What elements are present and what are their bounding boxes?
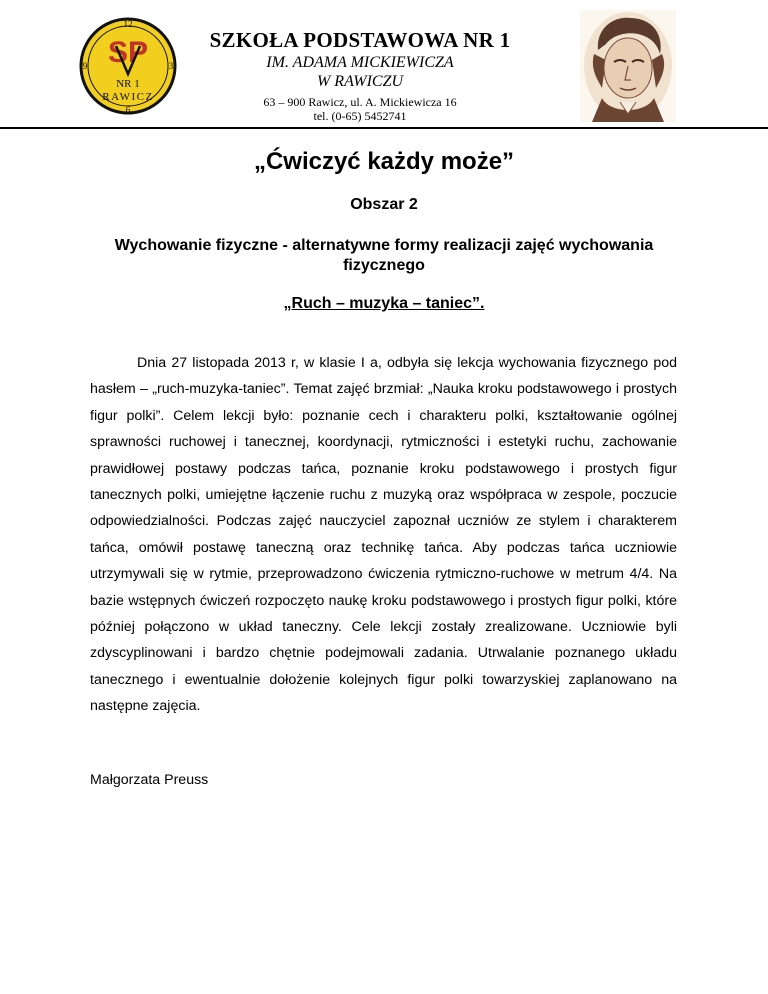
school-city: W RAWICZU (316, 73, 404, 90)
logo-clock-9: 9 (82, 61, 88, 71)
document-motto (0, 294, 768, 314)
school-patron: IM. ADAMA MICKIEWICZA (266, 54, 454, 71)
logo-clock-12: 12 (123, 19, 133, 29)
school-info (190, 28, 530, 123)
school-name: SZKOŁA PODSTAWOWA NR 1 (209, 28, 511, 52)
logo-letters: SP (107, 36, 149, 69)
header-divider (0, 127, 768, 129)
document-area: Obszar 2 (350, 196, 418, 213)
logo-clock-3: 3 (168, 61, 174, 71)
motto-text: „Ruch – muzyka – taniec”. (283, 295, 485, 312)
document-title: „Ćwiczyć każdy może” (253, 148, 515, 175)
author-signature: Małgorzata Preuss (90, 772, 209, 788)
document-subject: Wychowanie fizyczne - alternatywne formy realizacji zajęć wychowania fizycznego (114, 237, 654, 274)
report-paragraph: Dnia 27 listopada 2013 r, w klasie I a, odbyła się lekcja wychowania fizycznego pod hasłem – „ruch-muzyka-taniec”. Temat zajęć brzmiał: „Nauka kroku podstawowego i prostych figur polki”. Celem lekcji było: poznanie cech i charakteru polki, kształtowanie ogólnej sprawności ruchowej i tanecznej, koordynacji, rytmiczności i estetyki ruchu, zachowanie prawidłowej postawy podczas tańca, poznanie kroku podstawowego i prostych figur tanecznych polki, umiejętne łączenie ruchu z muzyką oraz współpraca w zespole, poczucie odpowiedzialności. Podczas zajęć nauczyciel zapoznał uczniów ze stylem i charakterem tańca, omówił postawę taneczną oraz technikę tańca. Aby podczas tańca uczniowie utrzymywali się w rytmie, przeprowadzono ćwiczenia rytmiczno-ruchowe w metrum 4/4. Na bazie wstępnych ćwiczeń rozpoczęto naukę kroku podstawowego i prostych figur polki, które później połączono w układ taneczny. Cele lekcji zostały zrealizowane. Uczniowie byli zdyscyplinowani i bardzo chętnie podejmowali zadania. Utrwalanie poznanego układu tanecznego i ewentualnie dołożenie kolejnych figur polki towarzyskiej zaplanowano na następne zajęcia. (90, 355, 677, 715)
logo-line-2: RAWICZ (102, 91, 154, 103)
logo-clock-6: 6 (125, 105, 131, 115)
school-logo (78, 16, 178, 116)
logo-line-1: NR 1 (116, 78, 140, 90)
portrait-engraving-icon (580, 10, 676, 122)
letterhead (0, 0, 768, 130)
school-address: 63 – 900 Rawicz, ul. A. Mickiewicza 16 (263, 95, 457, 109)
school-phone: tel. (0-65) 5452741 (313, 109, 407, 123)
